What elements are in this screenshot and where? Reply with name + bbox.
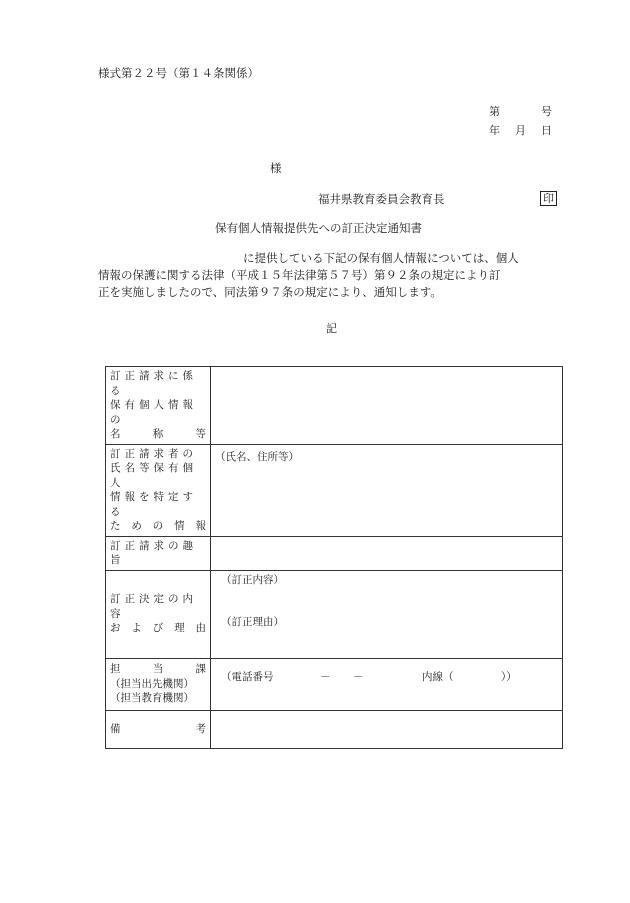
row2-l4b: め — [131, 520, 142, 532]
row1-label — [106, 367, 211, 445]
body-line-2: 情報の保護に関する法律（平成１５年法律第５７号）第９２条の規定により訂 — [98, 268, 501, 282]
row2-l4a: た — [110, 520, 121, 532]
row5-line1 — [110, 662, 206, 677]
row2-line4 — [110, 519, 206, 534]
row2-value — [211, 444, 563, 536]
table-row — [106, 710, 563, 748]
row4-l2c: び — [152, 622, 164, 635]
date-year: 年 — [489, 124, 500, 137]
seal-mark: 印 — [540, 191, 557, 206]
row2-line2: 氏名等保有個人 — [110, 462, 197, 489]
row1-line2: 保有個人情報の — [110, 399, 197, 426]
date-month: 月 — [515, 124, 526, 137]
row5-line3: （担当教育機関） — [110, 692, 194, 705]
row5-label — [106, 658, 211, 710]
row3-value — [211, 536, 563, 570]
row6-line1 — [110, 722, 206, 737]
body-line-1: に提供している下記の保有個人情報については、個人 — [243, 251, 519, 265]
table-row — [106, 536, 563, 570]
phone-label: （電話番号 — [221, 670, 274, 683]
table-row — [106, 367, 563, 445]
ki-label: 記 — [326, 322, 337, 335]
table-row — [106, 658, 563, 710]
row6-value — [211, 710, 563, 748]
doc-no-suffix: 号 — [541, 105, 552, 118]
row2-line1: 訂正請求者の — [110, 447, 197, 460]
row4-l2d: 理 — [174, 622, 185, 635]
row2-l4d: 情 — [174, 520, 185, 532]
doc-no-label: 第 — [489, 105, 500, 118]
row3-line1: 訂正請求の趣旨 — [110, 539, 197, 566]
phone-dash-2: － — [353, 670, 364, 683]
form-number: 様式第２２号（第１４条関係） — [98, 66, 259, 80]
extension-close: ）） — [501, 670, 517, 683]
row1-l3b: 称 — [152, 428, 164, 440]
requester-info: （氏名、住所等） — [215, 450, 299, 463]
row6-label — [106, 710, 211, 748]
row2-l4c: の — [152, 520, 164, 532]
row1-line3 — [110, 427, 206, 442]
row4-label — [106, 570, 211, 658]
row5-line2: （担当出先機関） — [110, 677, 194, 690]
seal-box — [540, 191, 557, 206]
row6-b: 考 — [195, 722, 206, 735]
row5-l1c: 課 — [195, 663, 206, 676]
row4-l2b: よ — [131, 622, 142, 635]
date-day: 日 — [541, 124, 552, 137]
row3-label — [106, 536, 211, 570]
row2-l4e: 報 — [195, 520, 206, 532]
correction-content: （訂正内容） — [221, 573, 284, 586]
row1-line1: 訂正請求に係る — [110, 370, 197, 397]
row4-line2 — [110, 621, 206, 636]
body-text — [98, 250, 560, 301]
row1-l3c: 等 — [195, 428, 206, 440]
row5-l1a: 担 — [110, 663, 121, 676]
correction-reason: （訂正理由） — [221, 615, 284, 628]
extension-label: 内線（ — [422, 670, 454, 683]
row4-l2e: 由 — [195, 622, 206, 635]
row6-a: 備 — [110, 722, 121, 735]
row4-line1: 訂正決定の内容 — [110, 593, 197, 620]
row1-l3a: 名 — [110, 428, 121, 440]
document-title: 保有個人情報提供先への訂正決定通知書 — [215, 221, 422, 235]
row5-value — [211, 658, 563, 710]
row1-value — [211, 367, 563, 445]
phone-dash-1: － — [320, 670, 331, 683]
body-line-3: 正を実施しましたので、同法第９７条の規定により、通知します。 — [98, 285, 442, 299]
request-table — [105, 366, 563, 749]
table-row — [106, 570, 563, 658]
table-row — [106, 444, 563, 536]
row5-l1b: 当 — [152, 663, 164, 676]
row4-l2a: お — [110, 622, 121, 635]
addressee-suffix: 様 — [270, 161, 282, 175]
row2-label — [106, 444, 211, 536]
sender: 福井県教育委員会教育長 — [318, 192, 445, 206]
row2-line3: 情報を特定する — [110, 491, 197, 518]
row4-value — [211, 570, 563, 658]
